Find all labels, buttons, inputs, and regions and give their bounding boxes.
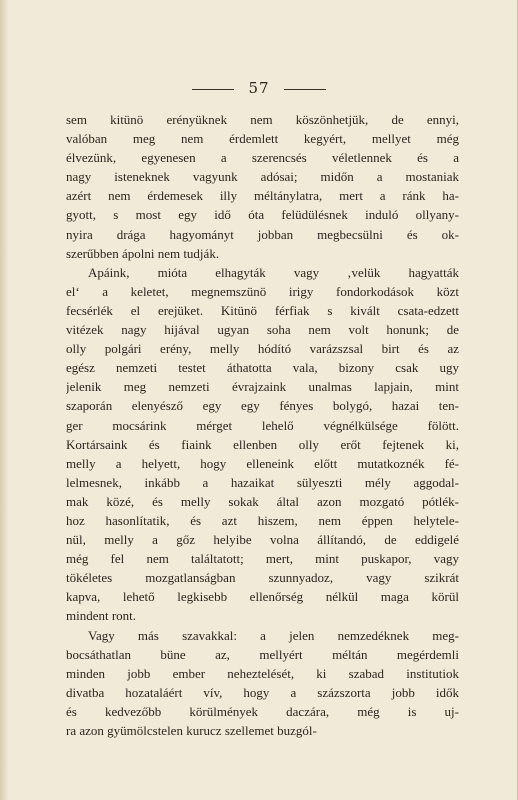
text-line: kapva, lehető legkisebb ellenőrség nélkül maga körül [66, 589, 459, 605]
header-rule-right [284, 89, 326, 90]
text-line: olly polgári erény, melly hódító varázszsal birt és az [66, 341, 459, 357]
text-line: bocsáthatlan büne az, mellyért méltán megérdemli [66, 646, 459, 662]
page-binding-edge [0, 0, 8, 800]
text-line: szerűbben ápolni nem tudják. [66, 245, 220, 261]
text-line: ra azon gyümölcstelen kurucz szellemet buzgól- [66, 723, 317, 738]
text-line: Apáink, mióta elhagyták vagy ‚velük hagyatták [88, 264, 459, 280]
text-line: Vagy más szavakkal: a jelen nemzedéknek meg- [88, 627, 459, 643]
text-line: és kedvezőbb körülmények daczára, még is uj- [66, 703, 459, 719]
header-rule-left [192, 89, 234, 90]
page-header [0, 79, 518, 97]
text-line: divatba hozataláért vív, hogy a százszorta jobb idők [66, 684, 459, 700]
text-line: vitézek nagy hijával ugyan soha nem volt honunk; de [66, 322, 459, 338]
text-line: azért nem érdemesek illy méltánylatra, mert a ránk ha- [66, 188, 459, 204]
text-line: fecsérlék el erejüket. Kitünö férfiak s kivált csata-edzett [66, 302, 459, 318]
text-line: melly a helyett, hogy elleneink előtt mutatkoznék fé- [66, 455, 459, 471]
body-text [66, 110, 459, 740]
text-line: még fel nem találtatott; mert, mint puskapor, vagy [66, 551, 459, 567]
text-line: nyira drága hagyományt jobban megbecsülni és ok- [66, 226, 459, 242]
text-line: sem kitünö erényüknek nem köszönhetjük, de ennyi, [66, 112, 459, 127]
text-line: ger mocsárink mérget lehelő végnélkülsége fölött. [66, 417, 459, 433]
text-line: szaporán elenyésző egy egy fényes bolygó, hazai ten- [66, 398, 459, 414]
text-line: jelenik meg nemzeti évrajzaink unalmas lapjain, mint [66, 379, 459, 395]
text-line: tökéletes mozgatlanságban szunnyadoz, vagy szikrát [66, 570, 459, 586]
text-line: valóban meg nem érdemlett kegyért, mellyet még [66, 131, 459, 147]
text-line: nagy isteneknek vagyunk adósai; midőn a mostaniak [66, 169, 459, 185]
text-line: egész nemzeti testet áthatotta vala, bizony csak ugy [66, 360, 459, 376]
text-line: hoz hasonlítatik, és azt hiszem, nem éppen helytele- [66, 512, 459, 528]
text-line: nül, melly a gőz helyibe volna állítandó, de eddigelé [66, 532, 459, 548]
text-line: gyott, s most egy idő óta felüdülésnek induló ollyany- [66, 207, 459, 223]
page-number: 57 [248, 79, 270, 97]
text-line: élvezünk, egyenesen a szerencsés véletlennek és a [66, 150, 459, 166]
text-line: mindent ront. [66, 608, 137, 624]
text-line: Kortársaink és fiaink ellenben olly erőt fejtenek ki, [66, 436, 459, 452]
text-line: lelmesnek, inkább a hazaikat sülyeszti mély aggodal- [66, 474, 459, 490]
text-line: minden jobb ember neheztelését, ki szabad institutiok [66, 665, 459, 681]
text-line: mak közé, és melly sokak által azon mozgató pótlék- [66, 493, 459, 509]
text-line: el‘ a keletet, megnemszünö irigy fondorkodások közt [66, 283, 459, 299]
